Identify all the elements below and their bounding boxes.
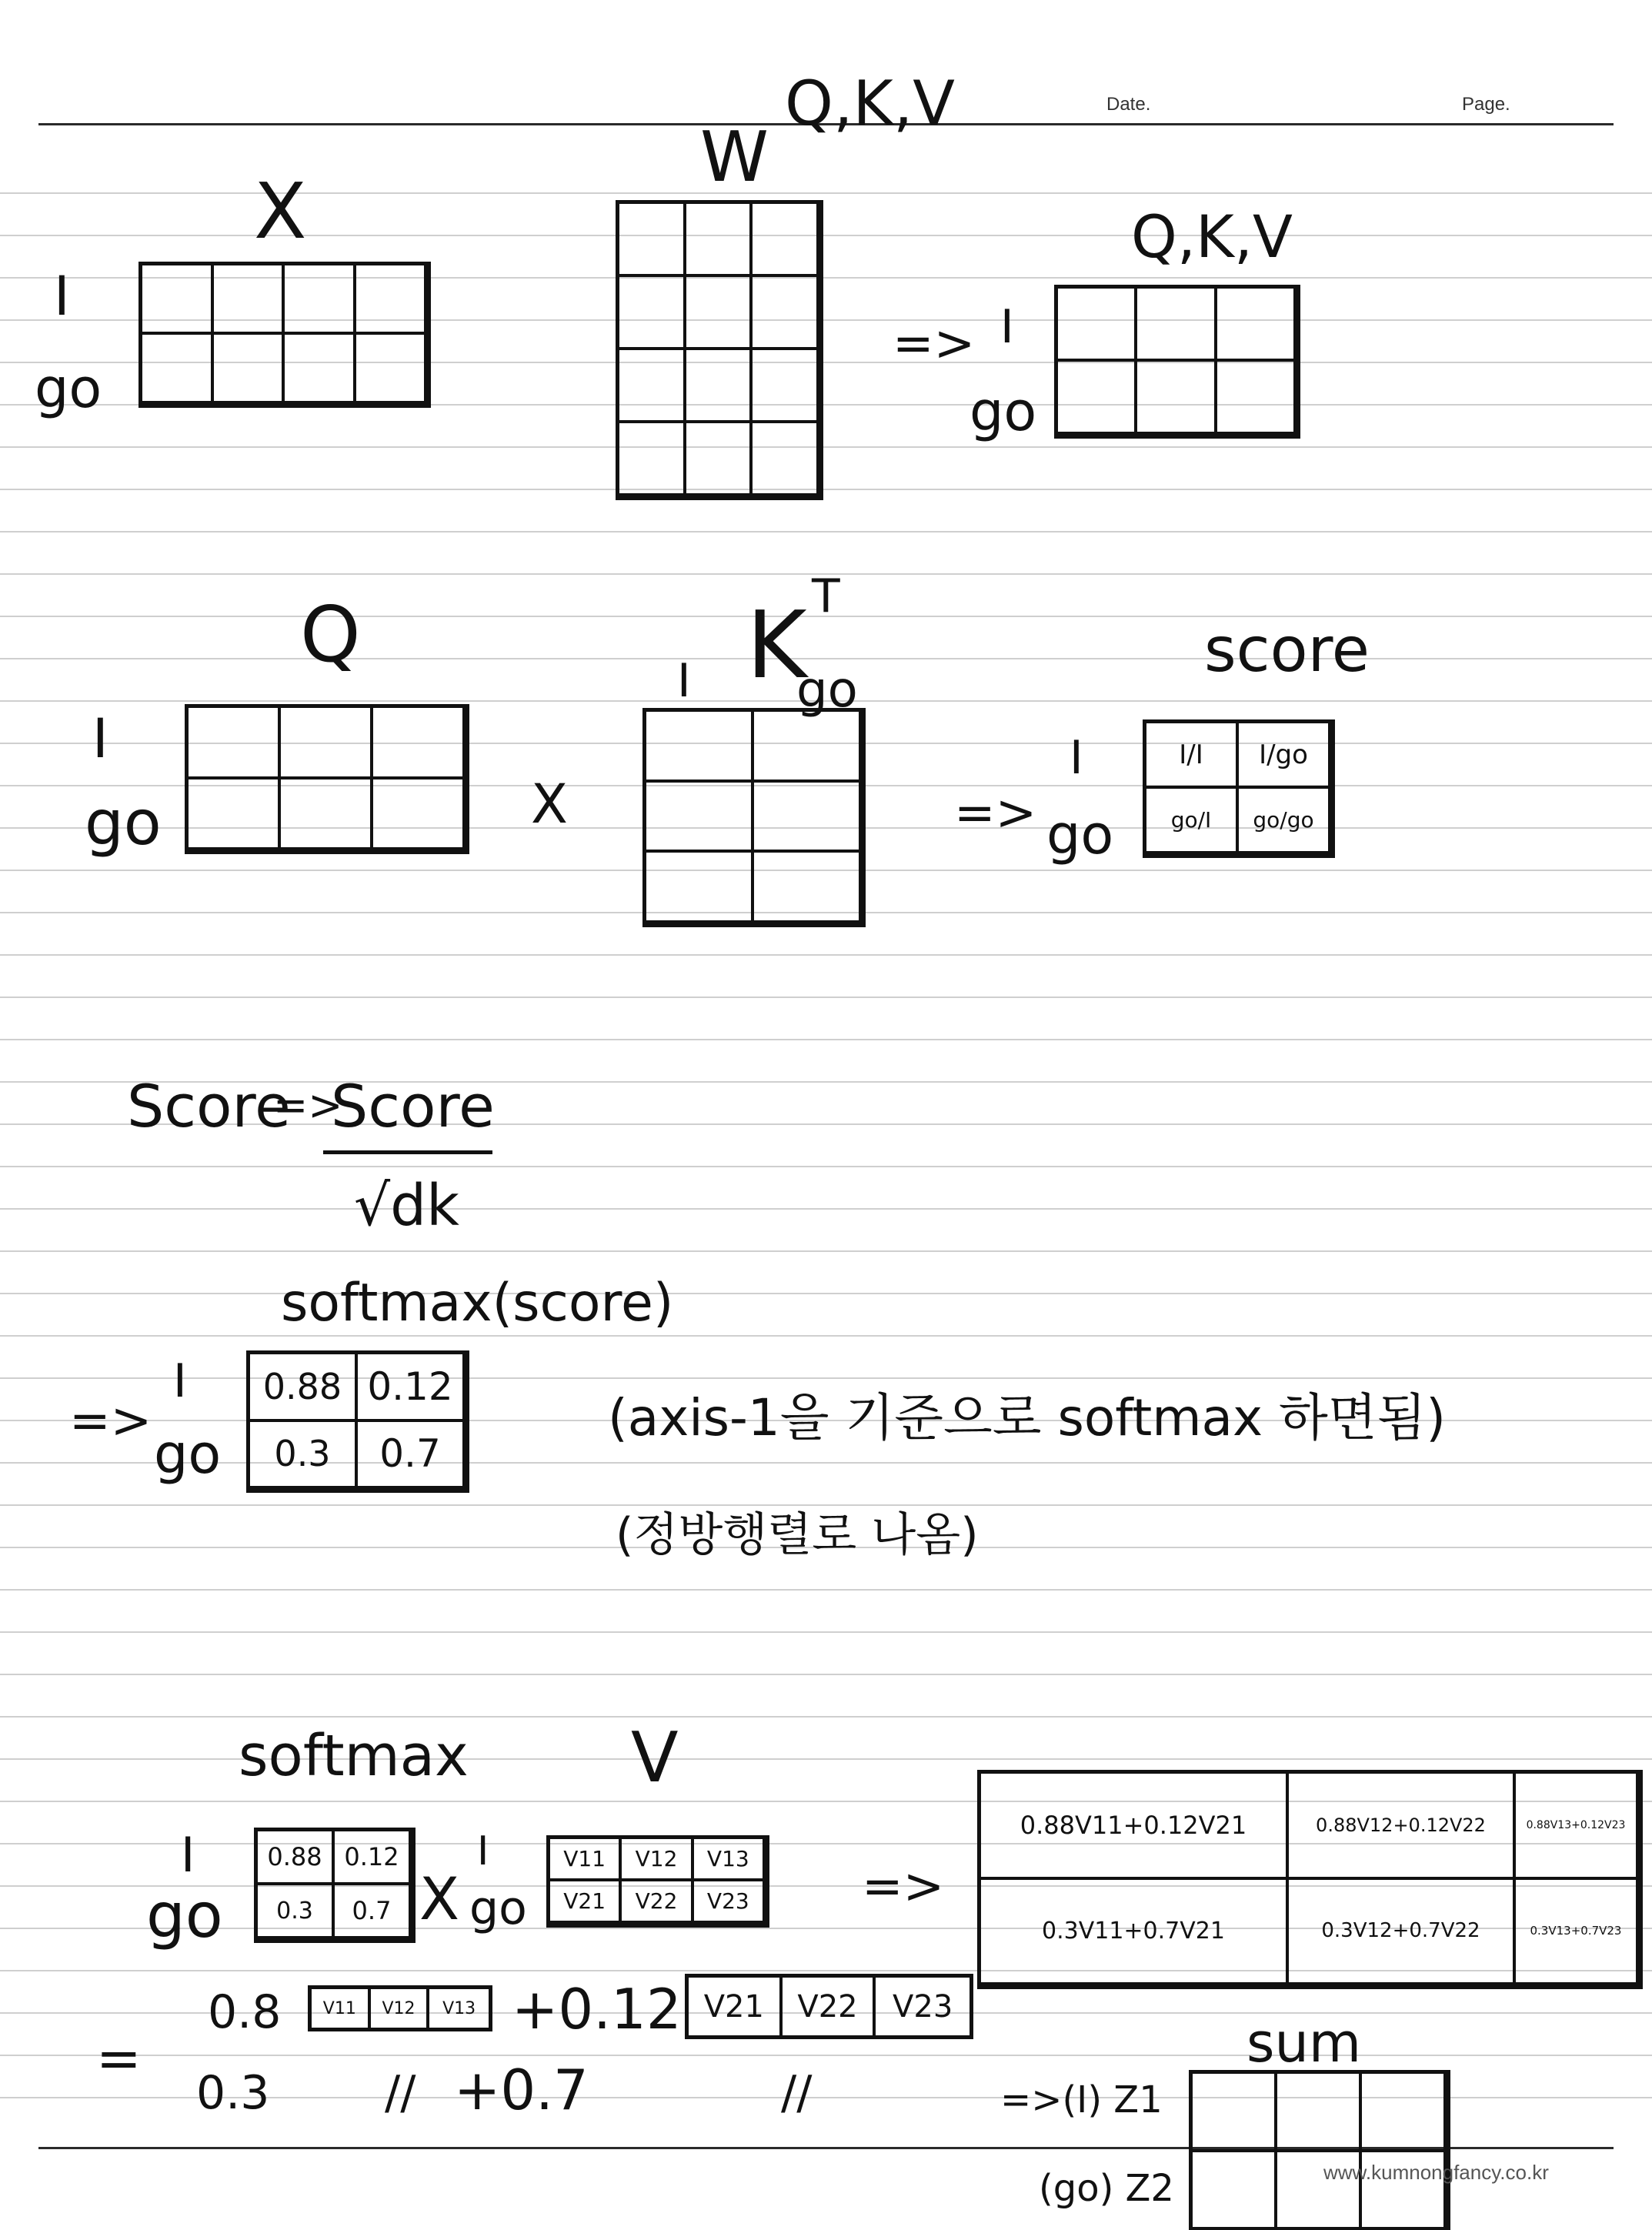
v-row-label-go: go	[469, 1881, 527, 1935]
v-cell: V21	[550, 1881, 622, 1924]
score-title: score	[1204, 614, 1370, 686]
q-row-label-go: go	[85, 787, 162, 859]
square-matrix-note: (정방행렬로 나옴)	[616, 1508, 979, 1562]
q-row-label-i: I	[92, 707, 108, 770]
w-matrix	[616, 200, 823, 500]
line2-plus: +0.7	[454, 2058, 589, 2122]
expand-plus: +0.12	[512, 1977, 682, 2041]
kt-matrix	[642, 708, 866, 927]
expand-v1-cell: V12	[371, 1989, 430, 2028]
result-cell: 0.88V11+0.12V21	[981, 1774, 1289, 1880]
softmax2-cell: 0.12	[335, 1831, 412, 1885]
kt-superscript: T	[812, 569, 840, 623]
projection-arrow: =>	[893, 315, 976, 372]
x-row-label-i: I	[54, 265, 70, 328]
q-matrix	[185, 704, 469, 854]
w-matrix-title: W	[700, 117, 769, 198]
softmax-cell: 0.12	[358, 1354, 466, 1422]
expand-v2-cell: V22	[783, 1978, 876, 2035]
softmax2-row-label-go: go	[146, 1880, 223, 1951]
softmax-row-label-i: I	[173, 1354, 187, 1408]
result-cell: 0.3V11+0.7V21	[981, 1880, 1289, 1986]
x-row-label-go: go	[35, 357, 102, 420]
result-matrix	[977, 1770, 1643, 1989]
qkv-row-label-i: I	[1000, 300, 1014, 354]
date-label: Date.	[1106, 94, 1151, 115]
score-cell: I/go	[1239, 723, 1331, 789]
softmax2-cell: 0.88	[258, 1831, 335, 1885]
multiply-sign: X	[531, 773, 568, 836]
line2-coef-1: 0.3	[196, 2066, 270, 2120]
softmax-cell: 0.88	[250, 1354, 358, 1422]
expand-v1-row	[308, 1985, 492, 2031]
v-cell: V23	[694, 1881, 766, 1924]
qkv-matrix-title: Q,K,V	[1131, 202, 1293, 271]
score-lhs: Score	[127, 1072, 291, 1140]
score-cell: go/I	[1146, 789, 1239, 854]
fraction-bar	[323, 1150, 492, 1154]
v-cell: V13	[694, 1839, 766, 1881]
softmax-matrix	[246, 1350, 469, 1493]
result-cell: 0.3V12+0.7V22	[1289, 1880, 1516, 1986]
ditto-mark-2: //	[781, 2066, 813, 2120]
expand-coef-1: 0.8	[208, 1985, 282, 2039]
expand-v1-cell: V11	[312, 1989, 371, 2028]
softmax-title-2: softmax	[239, 1723, 469, 1789]
result-cell: 0.88V13+0.12V23	[1516, 1774, 1639, 1880]
score-cell: I/I	[1146, 723, 1239, 789]
scale-arrow: =>	[273, 1081, 343, 1130]
result-arrow: =>	[862, 1858, 945, 1915]
v-cell: V22	[622, 1881, 693, 1924]
multiply-sign-2: X	[419, 1864, 460, 1933]
expand-v2-cell: V23	[893, 1988, 953, 2025]
expand-v2-cell: V21	[689, 1978, 783, 2035]
result-cell: 0.3V13+0.7V23	[1516, 1880, 1639, 1986]
expand-v1-cell: V13	[442, 1998, 476, 2018]
equals-sign: =	[96, 2027, 142, 2090]
z-matrix	[1189, 2070, 1450, 2230]
k-col-label-i: I	[677, 654, 691, 708]
v-row-label-i: I	[477, 1828, 489, 1874]
ditto-mark-1: //	[385, 2066, 416, 2120]
softmax-row-label-go: go	[154, 1423, 222, 1486]
qkv-matrix	[1054, 285, 1300, 439]
softmax-cell: 0.3	[250, 1422, 358, 1490]
v-matrix-title: V	[631, 1718, 679, 1798]
k-col-label-go: go	[796, 662, 858, 719]
softmax-score-title: softmax(score)	[281, 1273, 674, 1334]
w-matrix-superscript: Q,K,V	[785, 68, 956, 139]
q-matrix-title: Q	[300, 589, 361, 679]
softmax-arrow: =>	[69, 1393, 152, 1450]
score-cell: go/go	[1239, 789, 1331, 854]
v-matrix	[546, 1835, 769, 1928]
score-arrow: =>	[954, 785, 1037, 842]
softmax-matrix-2	[254, 1828, 416, 1943]
score-row-label-go: go	[1046, 803, 1114, 866]
z2-label: (go) Z2	[1039, 2167, 1174, 2210]
kt-matrix-title: K	[746, 593, 807, 699]
score-matrix	[1143, 719, 1335, 858]
expand-v2-row	[685, 1974, 973, 2039]
softmax-axis-note: (axis-1을 기준으로 softmax 하면됨)	[608, 1388, 1447, 1447]
page-label: Page.	[1462, 94, 1510, 115]
z1-label: =>(I) Z1	[1000, 2078, 1163, 2122]
x-matrix-title: X	[254, 166, 307, 256]
qkv-row-label-go: go	[970, 380, 1037, 443]
score-numerator: Score	[331, 1072, 495, 1140]
x-matrix	[139, 262, 431, 408]
v-cell: V12	[622, 1839, 693, 1881]
softmax-cell: 0.7	[358, 1422, 466, 1490]
sqrt-dk: √dk	[354, 1173, 459, 1239]
sum-label: sum	[1247, 2011, 1362, 2075]
result-cell: 0.88V12+0.12V22	[1289, 1774, 1516, 1880]
softmax2-row-label-i: I	[181, 1827, 195, 1883]
v-cell: V11	[550, 1839, 622, 1881]
softmax2-cell: 0.7	[335, 1885, 412, 1939]
footer-site-url: www.kumnongfancy.co.kr	[1323, 2161, 1549, 2184]
score-row-label-i: I	[1070, 731, 1083, 785]
softmax2-cell: 0.3	[258, 1885, 335, 1939]
